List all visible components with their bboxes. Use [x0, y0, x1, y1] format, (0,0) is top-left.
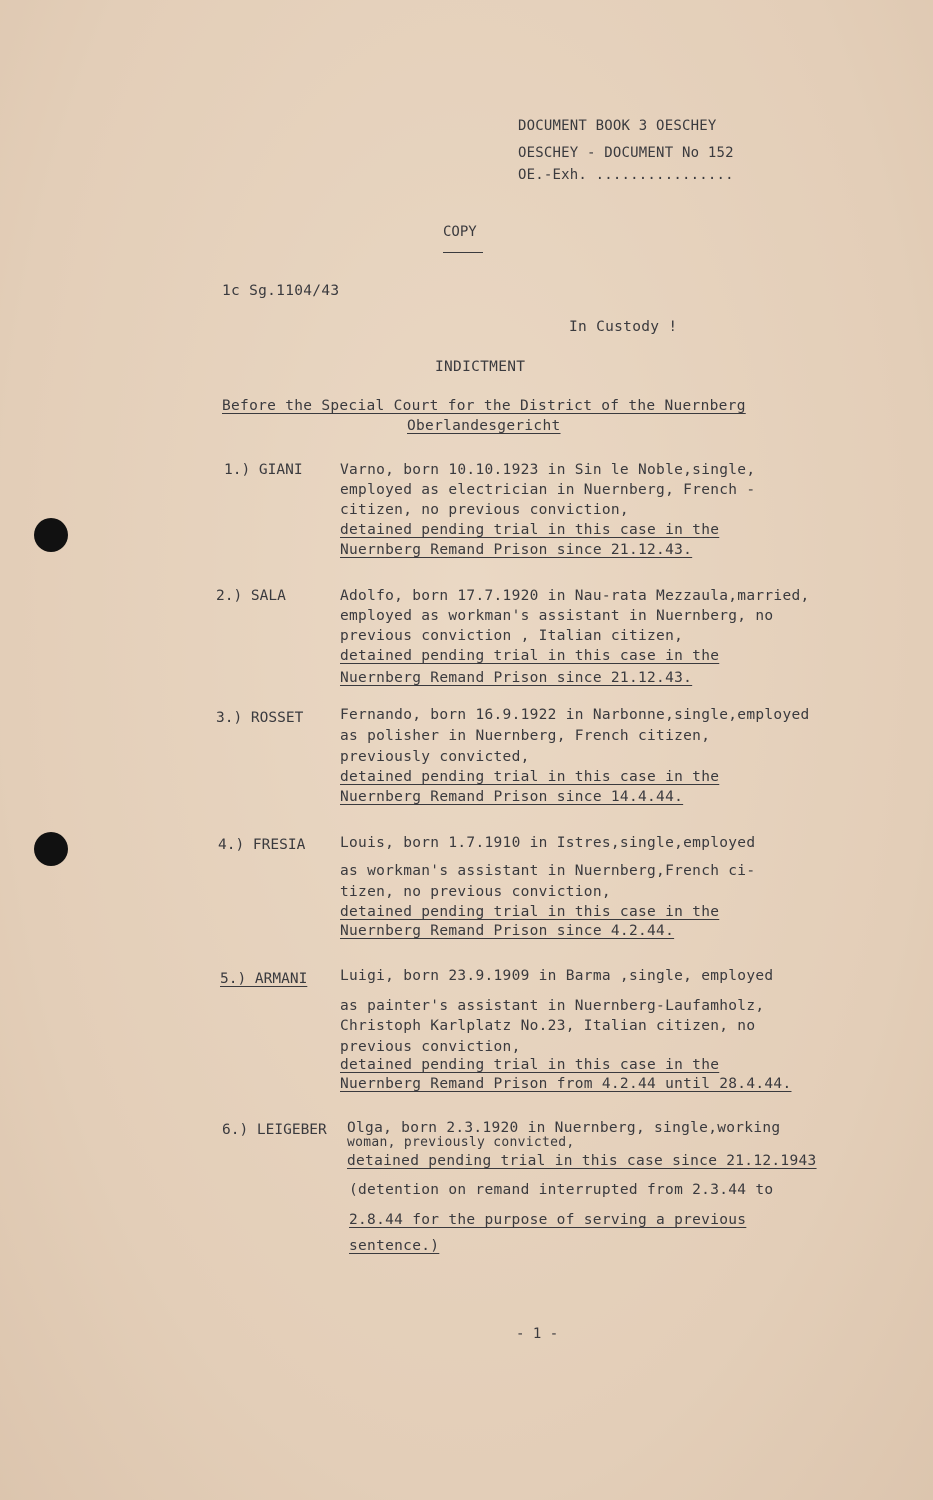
entry-line: (detention on remand interrupted from 2.3.44 to [349, 1182, 774, 1198]
defendant-label: 6.) LEIGEBER [222, 1122, 327, 1138]
punch-hole-bottom [34, 832, 68, 866]
entry-line: Nuernberg Remand Prison from 4.2.44 until 28.4.44. [340, 1076, 792, 1092]
entry-line: citizen, no previous conviction, [340, 502, 629, 518]
copy-title: COPY [443, 224, 477, 240]
entry-line: detained pending trial in this case in the [340, 1057, 720, 1073]
punch-hole-top [34, 518, 68, 552]
entry-line: Christoph Karlplatz No.23, Italian citizen, no [340, 1018, 756, 1034]
entry-line: detained pending trial in this case since 21.12.1943 [347, 1153, 817, 1169]
indictment-heading: INDICTMENT [435, 359, 526, 375]
entry-line: Nuernberg Remand Prison since 21.12.43. [340, 542, 693, 558]
entry-line: Nuernberg Remand Prison since 4.2.44. [340, 923, 675, 939]
entry-line: as painter's assistant in Nuernberg-Laufamholz, [340, 998, 765, 1014]
entry-line: woman, previously convicted, [347, 1135, 575, 1150]
entry-line: previous conviction, [340, 1039, 521, 1055]
entry-line: tizen, no previous conviction, [340, 884, 611, 900]
doc-number-line: OESCHEY - DOCUMENT No 152 [518, 145, 734, 161]
doc-book-line: DOCUMENT BOOK 3 OESCHEY [518, 118, 717, 134]
copy-underline [443, 252, 483, 253]
defendant-label: 5.) ARMANI [220, 971, 308, 987]
entry-line: employed as workman's assistant in Nuernberg, no [340, 608, 774, 624]
entry-line: Adolfo, born 17.7.1920 in Nau-rata Mezzaula,married, [340, 588, 810, 604]
entry-line: Nuernberg Remand Prison since 21.12.43. [340, 670, 693, 686]
defendant-label: 2.) SALA [216, 588, 286, 604]
entry-line: Nuernberg Remand Prison since 14.4.44. [340, 789, 684, 805]
defendant-label: 1.) GIANI [224, 462, 303, 478]
entry-line: detained pending trial in this case in the [340, 769, 720, 785]
entry-line: Louis, born 1.7.1910 in Istres,single,employed [340, 835, 756, 851]
entry-line: previously convicted, [340, 749, 530, 765]
entry-line: Olga, born 2.3.1920 in Nuernberg, single,working [347, 1120, 781, 1136]
entry-line: 2.8.44 for the purpose of serving a previous [349, 1212, 747, 1228]
entry-line: sentence.) [349, 1238, 440, 1254]
entry-line: as polisher in Nuernberg, French citizen, [340, 728, 711, 744]
defendant-label: 4.) FRESIA [218, 837, 306, 853]
entry-line: detained pending trial in this case in the [340, 522, 720, 538]
entry-line: detained pending trial in this case in the [340, 648, 720, 664]
entry-line: employed as electrician in Nuernberg, French - [340, 482, 756, 498]
entry-line: Luigi, born 23.9.1909 in Barma ,single, employed [340, 968, 774, 984]
entry-line: detained pending trial in this case in the [340, 904, 720, 920]
defendant-label: 3.) ROSSET [216, 710, 304, 726]
court-line-1: Before the Special Court for the District of the Nuernberg [222, 398, 746, 414]
entry-line: Fernando, born 16.9.1922 in Narbonne,single,employed [340, 707, 810, 723]
exhibit-line: OE.-Exh. ................ [518, 167, 734, 183]
entry-line: as workman's assistant in Nuernberg,French ci- [340, 863, 756, 879]
court-line-2: Oberlandesgericht [407, 418, 561, 434]
case-reference: 1c Sg.1104/43 [222, 283, 340, 299]
entry-line: previous conviction , Italian citizen, [340, 628, 684, 644]
entry-line: Varno, born 10.10.1923 in Sin le Noble,single, [340, 462, 756, 478]
page-number: - 1 - [516, 1326, 559, 1342]
custody-note: In Custody ! [569, 319, 678, 335]
